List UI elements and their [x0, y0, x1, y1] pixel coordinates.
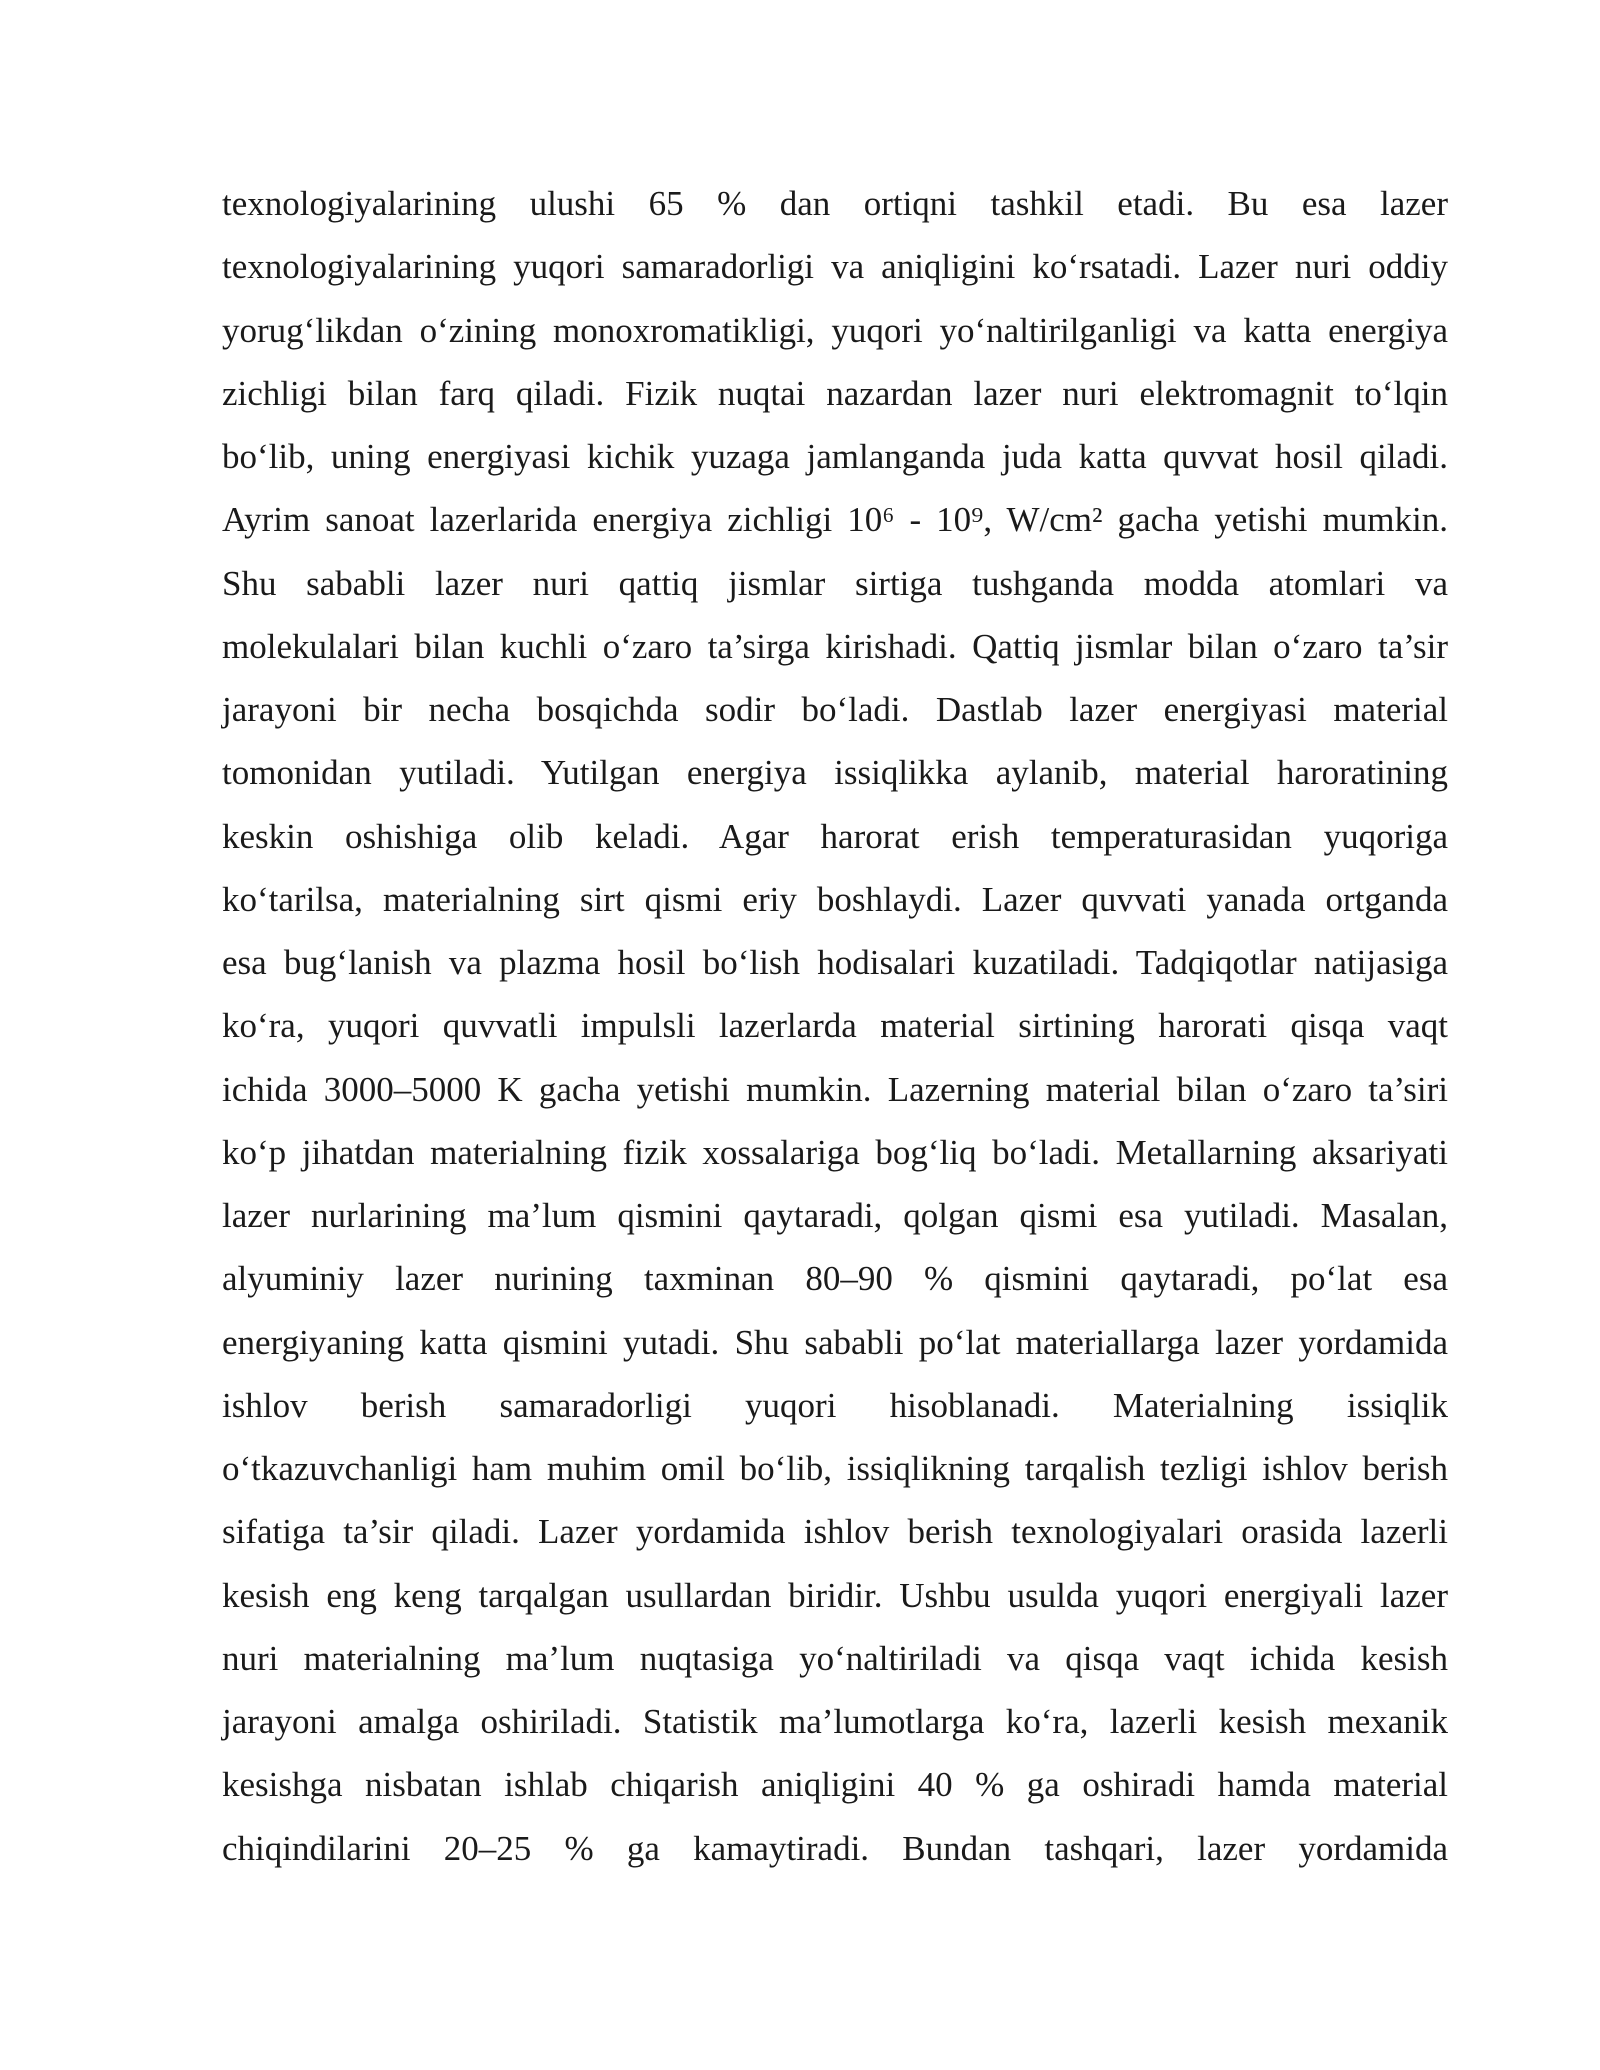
text-line: alyuminiy lazer nurining taxminan 80–90 % qismini qaytaradi, po‘lat esa: [222, 1259, 1448, 1299]
text-line: ichida 3000–5000 K gacha yetishi mumkin. Lazerning material bilan o‘zaro ta’siri: [222, 1069, 1448, 1109]
text-line: chiqindilarini 20–25 % ga kamaytiradi. Bundan tashqari, lazer yordamida: [222, 1828, 1448, 1868]
text-line: energiyaning katta qismini yutadi. Shu sababli po‘lat materiallarga lazer yordamida: [222, 1322, 1448, 1362]
text-line: bo‘lib, uning energiyasi kichik yuzaga jamlanganda juda katta quvvat hosil qiladi.: [222, 437, 1448, 476]
text-line: zichligi bilan farq qiladi. Fizik nuqtai nazardan lazer nuri elektromagnit to‘lqin: [222, 373, 1448, 413]
text-line: ko‘p jihatdan materialning fizik xossalariga bog‘liq bo‘ladi. Metallarning aksariyati: [222, 1132, 1448, 1172]
text-line: yorug‘likdan o‘zining monoxromatikligi, yuqori yo‘naltirilganligi va katta energiya: [222, 310, 1448, 350]
text-line: jarayoni bir necha bosqichda sodir bo‘ladi. Dastlab lazer energiyasi material: [222, 690, 1448, 729]
text-line: lazer nurlarining ma’lum qismini qaytaradi, qolgan qismi esa yutiladi. Masalan,: [222, 1196, 1448, 1235]
text-line: keskin oshishiga olib keladi. Agar harorat erish temperaturasidan yuqoriga: [222, 816, 1448, 856]
text-line: ishlov berish samaradorligi yuqori hisoblanadi. Materialning issiqlik: [222, 1385, 1448, 1425]
text-line: ko‘tarilsa, materialning sirt qismi eriy boshlaydi. Lazer quvvati yanada ortganda: [222, 879, 1448, 919]
text-line: o‘tkazuvchanligi ham muhim omil bo‘lib, issiqlikning tarqalish tezligi ishlov berish: [222, 1449, 1448, 1488]
text-line: texnologiyalarining yuqori samaradorligi va aniqligini ko‘rsatadi. Lazer nuri oddiy: [222, 247, 1448, 287]
text-line: kesishga nisbatan ishlab chiqarish aniqligini 40 % ga oshiradi hamda material: [222, 1765, 1448, 1805]
text-line: molekulalari bilan kuchli o‘zaro ta’sirga kirishadi. Qattiq jismlar bilan o‘zaro ta’sir: [222, 626, 1448, 666]
body-paragraph: [222, 172, 1448, 1880]
text-line: esa bug‘lanish va plazma hosil bo‘lish hodisalari kuzatiladi. Tadqiqotlar natijasiga: [222, 943, 1448, 982]
text-line: texnologiyalarining ulushi 65 % dan ortiqni tashkil etadi. Bu esa lazer: [222, 184, 1448, 223]
text-line: nuri materialning ma’lum nuqtasiga yo‘naltiriladi va qisqa vaqt ichida kesish: [222, 1638, 1448, 1678]
text-line: Ayrim sanoat lazerlarida energiya zichligi 10⁶ - 10⁹, W/cm² gacha yetishi mumkin.: [222, 500, 1448, 540]
text-line: kesish eng keng tarqalgan usullardan biridir. Ushbu usulda yuqori energiyali lazer: [222, 1575, 1448, 1615]
text-line: ko‘ra, yuqori quvvatli impulsli lazerlarda material sirtining harorati qisqa vaqt: [222, 1006, 1448, 1046]
text-line: Shu sababli lazer nuri qattiq jismlar sirtiga tushganda modda atomlari va: [222, 563, 1448, 603]
text-line: tomonidan yutiladi. Yutilgan energiya issiqlikka aylanib, material haroratining: [222, 753, 1448, 793]
text-line: jarayoni amalga oshiriladi. Statistik ma’lumotlarga ko‘ra, lazerli kesish mexanik: [222, 1702, 1448, 1741]
text-line: sifatiga ta’sir qiladi. Lazer yordamida ishlov berish texnologiyalari orasida lazerli: [222, 1512, 1448, 1552]
